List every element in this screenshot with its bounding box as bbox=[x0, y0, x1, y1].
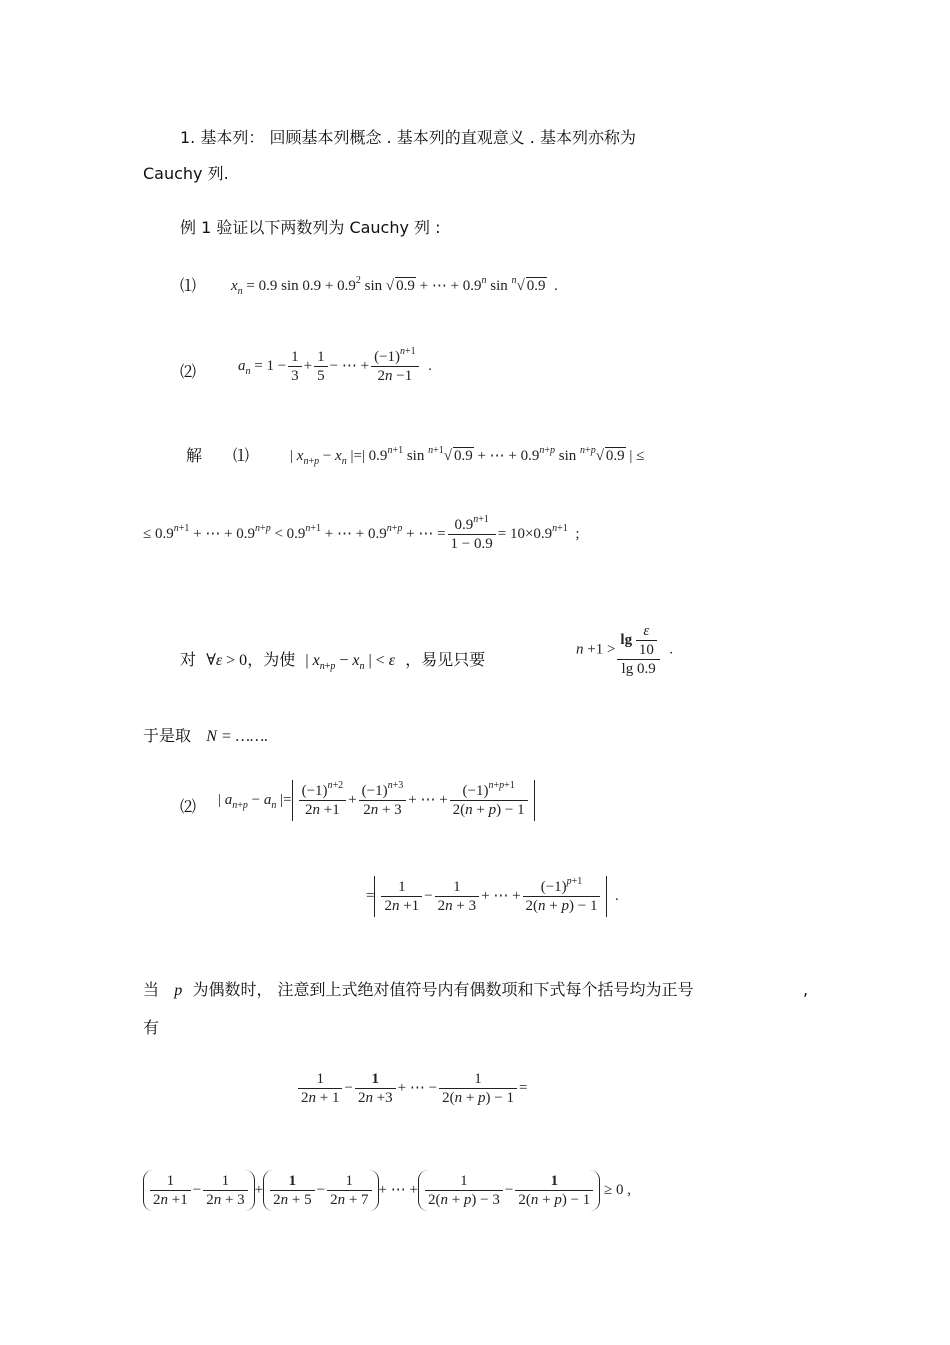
solution-2-line-2: = $\frac{1}{2n +1}$ − $\frac{1}{2n + 3}$ + ⋯ + $\frac{(-1)^{p+1}}{2(n + p) - 1}$ . bbox=[366, 876, 619, 917]
example-heading: 例 1 验证以下两数列为 Cauchy 列 : bbox=[180, 218, 441, 237]
solution-part-1-label: ⑴ bbox=[233, 446, 250, 465]
solution-1-line-2: ≤ $0.9^{n+1}$ + ⋯ + $0.9^{n+p} < 0.9^{n+1}$ + ⋯ + $0.9^{n+p}$ + ⋯ = $\frac{0.9^{n+1}}{1 - 0.9}$ = $10\times 0.9^{n+1}$ ; bbox=[143, 514, 580, 552]
even-text: 为偶数时， 注意到上式绝对值符号内有偶数项和下式每个括号均为正号 bbox=[192, 980, 694, 999]
when-text: 当 bbox=[143, 980, 160, 999]
p-symbol: p bbox=[174, 982, 183, 999]
alternating-sum: $\frac{1}{2n + 1}$ − $\frac{1}{2n +3}$ + ⋯ − $\frac{1}{2(n + p) - 1}$ = bbox=[296, 1070, 527, 1107]
even-p-paragraph-line-2: 有 bbox=[143, 1018, 160, 1037]
formula-2-label: ⑵ bbox=[180, 362, 197, 381]
n-bound-formula: n +1 > lg $\frac{\varepsilon}{10}$ lg 0.9 . bbox=[576, 623, 674, 677]
formula-1: $x_n = 0.9$ $\sin 0.9 + 0.9^2$ sin √ 0.9 + ⋯ + $0.9^n$ sin $^n$√ 0.9 . bbox=[231, 275, 558, 297]
choose-N bbox=[143, 726, 268, 747]
grouped-sum: $\frac{1}{2n +1}$ − $\frac{1}{2n + 3}$ + $\frac{1}{2n + 5}$ − $\frac{1}{2n + 7}$ + ⋯ + $\frac{1}{2(n + p) - 3}$ − $\frac{1}{2(n + p) - 1}$ ≥ 0 , bbox=[143, 1170, 631, 1211]
choose-text: 于是取 bbox=[143, 726, 192, 745]
even-p-comma: , bbox=[803, 980, 809, 999]
formula-1-label: ⑴ bbox=[180, 276, 197, 295]
solution-2-line-1: | $a_{n+p} - a_n$ |= $\frac{(-1)^{n+2}}{2n +1}$ + $\frac{(-1)^{n+3}}{2n + 3}$ + ⋯ + $\frac{(-1)^{n+p+1}}{2(n + p) - 1}$ bbox=[218, 780, 535, 821]
epsilon-line: 对 ∀ε > 0，为使 | $x_{n+p} - x_n$ | < ε ，易见只要 bbox=[180, 650, 501, 672]
solution-label: 解 bbox=[186, 446, 203, 465]
even-p-paragraph-line-1 bbox=[143, 980, 694, 1001]
intro-line-2: Cauchy 列. bbox=[143, 164, 229, 183]
choose-N-value: N = ……. bbox=[206, 728, 269, 745]
solution-part-2-label: ⑵ bbox=[180, 797, 197, 816]
intro-line-1: 1. 基本列： 回顾基本列概念 . 基本列的直观意义 . 基本列亦称为 bbox=[180, 128, 636, 147]
formula-2: $a_n = 1$ − $\frac{1}{3}$ + $\frac{1}{5}$ − ⋯ + $\frac{(-1)^{n+1}}{2n -1}$ . bbox=[238, 346, 432, 384]
solution-1-line-1: | $x_{n+p} - x_n$ |=| $0.9^{n+1}$ sin $^{n+1}$√ 0.9 + ⋯ + $0.9^{n+p}$ sin $^{n+p}$√ 0.9 | ≤ bbox=[290, 445, 645, 467]
